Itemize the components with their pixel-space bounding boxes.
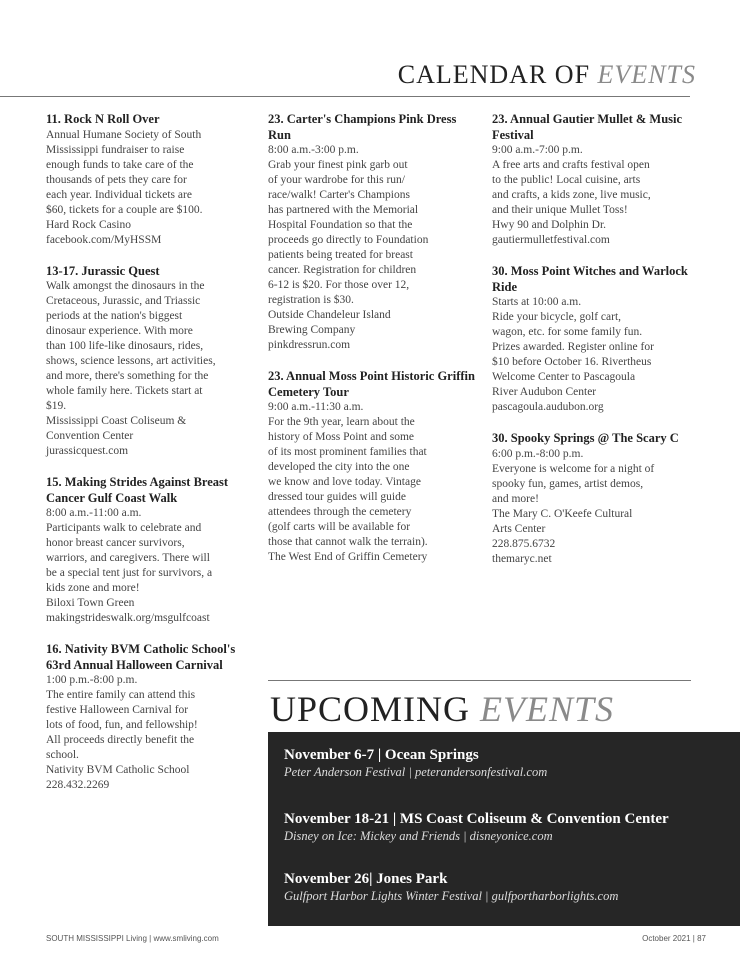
event-detail-line: pascagoula.audubon.org	[492, 401, 604, 413]
event-detail-line: warriors, and caregivers. There will	[46, 552, 210, 564]
upcoming-divider	[268, 680, 691, 681]
event-detail-line: Participants walk to celebrate and	[46, 522, 202, 534]
event-detail-line: Mississippi Coast Coliseum &	[46, 415, 187, 427]
event-detail-line: Biloxi Town Green	[46, 597, 135, 609]
upcoming-heading-accent: EVENTS	[480, 689, 615, 729]
event-listing	[46, 112, 256, 248]
event-detail-line: Convention Center	[46, 430, 134, 442]
events-column-1	[46, 112, 256, 809]
event-detail-line: $60, tickets for a couple are $100.	[46, 203, 203, 216]
event-detail-line: dinosaur experience. With more	[46, 325, 193, 337]
event-detail-line: 6-12 is $20. For those over 12,	[268, 279, 410, 291]
event-detail-line: jurassicquest.com	[46, 445, 129, 457]
event-detail-line: themaryc.net	[492, 552, 552, 565]
event-detail-line: patients being treated for breast	[268, 249, 413, 261]
event-detail-line: registration is $30.	[268, 294, 354, 306]
event-detail-line: Welcome Center to Pascagoula	[492, 371, 636, 383]
event-title: 16. Nativity BVM Catholic School's 63rd Annual Halloween Carnival	[46, 642, 236, 672]
footer-page-number: October 2021 | 87	[642, 934, 706, 943]
event-detail-line: 8:00 a.m.-3:00 p.m.	[268, 144, 359, 156]
event-listing	[492, 264, 702, 415]
event-detail-line: Outside Chandeleur Island	[268, 309, 391, 321]
event-detail-line: honor breast cancer survivors,	[46, 537, 185, 549]
event-detail-line: The entire family can attend this	[46, 689, 196, 701]
event-detail-line: and crafts, a kids zone, live music,	[492, 189, 651, 201]
header-divider	[0, 96, 690, 97]
event-detail-line: festive Halloween Carnival for	[46, 704, 189, 716]
event-detail-line: A free arts and crafts festival open	[492, 159, 650, 171]
event-detail-line: each year. Individual tickets are	[46, 188, 192, 201]
event-detail-line: For the 9th year, learn about the	[268, 416, 415, 428]
event-detail-line: The Mary C. O'Keefe Cultural	[492, 507, 633, 520]
event-detail-line: facebook.com/MyHSSM	[46, 233, 162, 246]
event-detail-line: and more!	[492, 492, 539, 505]
upcoming-heading-main: UPCOMING	[270, 689, 471, 729]
event-detail-line: 228.875.6732	[492, 537, 556, 550]
event-detail-line: Hwy 90 and Dolphin Dr.	[492, 219, 607, 231]
upcoming-item-title: November 26| Jones Park	[284, 871, 448, 887]
upcoming-item-subtitle: Gulfport Harbor Lights Winter Festival | gulfportharborlights.com	[284, 889, 619, 903]
event-detail-line: 9:00 a.m.-11:30 a.m.	[268, 401, 364, 413]
event-detail-line: kids zone and more!	[46, 582, 140, 594]
event-detail-line: lots of food, fun, and fellowship!	[46, 719, 198, 731]
event-title: 15. Making Strides Against Breast Cancer Gulf Coast Walk	[46, 475, 229, 505]
event-detail-line: 6:00 p.m.-8:00 p.m.	[492, 447, 584, 460]
event-detail-line: of its most prominent families that	[268, 446, 427, 458]
event-listing	[492, 112, 702, 248]
upcoming-item-subtitle: Disney on Ice: Mickey and Friends | disneyonice.com	[284, 829, 553, 843]
event-detail-line: race/walk! Carter's Champions	[268, 189, 410, 201]
event-listing	[492, 431, 702, 567]
event-detail-line: shows, science lessons, art activities,	[46, 355, 216, 367]
event-detail-line: 1:00 p.m.-8:00 p.m.	[46, 674, 138, 686]
event-listing	[268, 369, 478, 565]
event-detail-line: and more, there's something for the	[46, 370, 209, 382]
event-title: 23. Annual Moss Point Historic Griffin Cemetery Tour	[268, 369, 475, 399]
upcoming-item-subtitle: Peter Anderson Festival | peterandersonfestival.com	[284, 765, 548, 779]
event-detail-line: makingstrideswalk.org/msgulfcoast	[46, 612, 210, 624]
event-detail-line: dressed tour guides will guide	[268, 491, 406, 503]
event-detail-line: The West End of Griffin Cemetery	[268, 551, 428, 563]
page-footer	[46, 934, 706, 943]
event-detail-line: Grab your finest pink garb out	[268, 159, 408, 171]
event-detail-line: Ride your bicycle, golf cart,	[492, 311, 622, 323]
event-detail-line: be a special tent just for survivors, a	[46, 567, 213, 579]
event-detail-line: of your wardrobe for this run/	[268, 174, 406, 186]
event-title: 30. Moss Point Witches and Warlock Ride	[492, 264, 688, 294]
event-detail-line: thousands of pets they care for	[46, 173, 187, 186]
event-detail-line: history of Moss Point and some	[268, 431, 414, 443]
event-detail-line: All proceeds directly benefit the	[46, 734, 195, 746]
event-detail-line: has partnered with the Memorial	[268, 204, 419, 216]
upcoming-item	[284, 746, 547, 780]
event-detail-line: developed the city into the one	[268, 461, 410, 473]
page-header	[398, 60, 696, 90]
upcoming-item	[284, 810, 669, 844]
event-detail-line: $19.	[46, 400, 67, 412]
event-detail-line: cancer. Registration for children	[268, 264, 417, 276]
events-column-2	[268, 112, 478, 581]
upcoming-events-box	[268, 732, 740, 926]
header-title-accent: EVENTS	[597, 60, 696, 89]
event-detail-line: spooky fun, games, artist demos,	[492, 477, 644, 490]
header-title: CALENDAR OF	[397, 60, 591, 89]
event-detail-line: Cretaceous, Jurassic, and Triassic	[46, 295, 201, 307]
event-detail-line: Brewing Company	[268, 324, 356, 336]
event-detail-line: gautiermulletfestival.com	[492, 234, 610, 246]
footer-publication: SOUTH MISSISSIPPI Living | www.smliving.com	[46, 934, 219, 943]
event-detail-line: whole family here. Tickets start at	[46, 385, 203, 397]
event-detail-line: Arts Center	[492, 522, 546, 535]
event-title: 23. Annual Gautier Mullet & Music Festival	[492, 112, 683, 142]
event-detail-line: River Audubon Center	[492, 386, 597, 398]
event-title: 13-17. Jurassic Quest	[46, 263, 160, 278]
event-detail-line: Everyone is welcome for a night of	[492, 462, 655, 475]
event-detail-line: those that cannot walk the terrain).	[268, 536, 428, 548]
event-detail-line: Annual Humane Society of South	[46, 128, 202, 141]
event-detail-line: attendees through the cemetery	[268, 506, 412, 518]
event-listing	[46, 475, 256, 626]
event-detail-line: Hard Rock Casino	[46, 218, 131, 231]
event-detail-line: Walk amongst the dinosaurs in the	[46, 280, 205, 292]
event-detail-line: (golf carts will be available for	[268, 521, 411, 533]
event-listing	[46, 642, 256, 793]
event-detail-line: to the public! Local cuisine, arts	[492, 174, 641, 186]
event-detail-line: Prizes awarded. Register online for	[492, 341, 654, 353]
event-detail-line: Nativity BVM Catholic School	[46, 764, 190, 776]
event-detail-line: 8:00 a.m.-11:00 a.m.	[46, 507, 142, 519]
event-detail-line: 9:00 a.m.-7:00 p.m.	[492, 144, 583, 156]
event-title: 30. Spooky Springs @ The Scary C	[492, 431, 679, 445]
event-detail-line: proceeds go directly to Foundation	[268, 234, 429, 246]
event-detail-line: pinkdressrun.com	[268, 339, 351, 351]
event-title: 23. Carter's Champions Pink Dress Run	[268, 112, 457, 142]
upcoming-heading	[270, 688, 614, 730]
event-listing	[268, 112, 478, 353]
event-detail-line: wagon, etc. for some family fun.	[492, 326, 643, 338]
event-detail-line: school.	[46, 749, 79, 761]
event-detail-line: periods at the nation's biggest	[46, 310, 183, 322]
event-detail-line: Hospital Foundation so that the	[268, 219, 413, 231]
upcoming-item	[284, 870, 618, 904]
event-detail-line: and their unique Mullet Toss!	[492, 204, 628, 216]
events-column-3	[492, 112, 702, 583]
event-detail-line: 228.432.2269	[46, 779, 110, 791]
upcoming-item-title: November 18-21 | MS Coast Coliseum & Convention Center	[284, 811, 669, 827]
upcoming-item-title: November 6-7 | Ocean Springs	[284, 747, 479, 763]
event-detail-line: enough funds to take care of the	[46, 158, 194, 171]
event-detail-line: than 100 life-like dinosaurs, rides,	[46, 340, 204, 352]
event-detail-line: $10 before October 16. Rivertheus	[492, 356, 652, 368]
event-title: 11. Rock N Roll Over	[46, 112, 160, 126]
event-detail-line: we know and love today. Vintage	[268, 476, 421, 488]
event-detail-line: Starts at 10:00 a.m.	[492, 296, 582, 308]
event-listing	[46, 264, 256, 460]
event-detail-line: Mississippi fundraiser to raise	[46, 143, 185, 156]
